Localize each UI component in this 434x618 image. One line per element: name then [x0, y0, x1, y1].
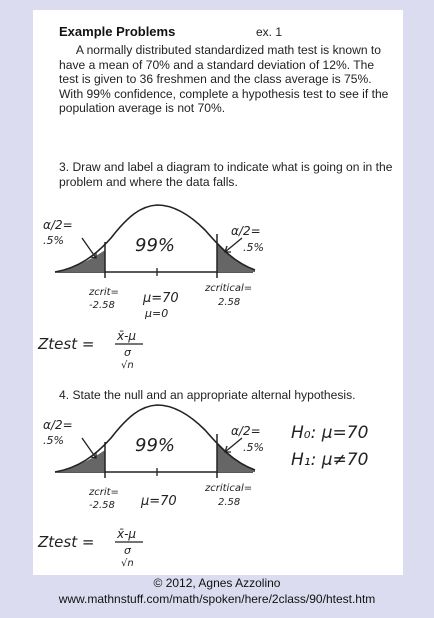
left-tail-shade	[55, 450, 105, 472]
alpha-left-label: α/2=	[43, 418, 73, 432]
mean-value-label: μ=70	[143, 291, 179, 306]
null-hypothesis: H₀: μ=70	[291, 423, 369, 443]
ztest-denominator-root: √n	[121, 360, 134, 371]
mean-value-label: μ=70	[141, 494, 177, 509]
confidence-label: 99%	[135, 235, 176, 256]
ztest-numerator: x̄-μ	[117, 527, 137, 541]
step-4-instruction: 4. State the null and an appropriate alternal hypothesis.	[59, 388, 356, 402]
ztest-denominator-root: √n	[121, 558, 134, 569]
alpha-right-label: α/2=	[231, 224, 261, 238]
zcrit-left-value: -2.58	[89, 300, 115, 311]
worksheet-page	[33, 10, 403, 575]
zcrit-right-label: zcritical=	[205, 283, 253, 294]
zcrit-left-label: zcrit=	[89, 487, 119, 498]
zcrit-right-value: 2.58	[218, 497, 241, 508]
ztest-lhs: Ztest =	[38, 335, 95, 353]
ztest-numerator: x̄-μ	[117, 329, 137, 343]
zcrit-left-value: -2.58	[89, 500, 115, 511]
ztest-denominator: σ	[124, 346, 131, 359]
zcrit-right-label: zcritical=	[205, 483, 253, 494]
zcrit-left-label: zcrit=	[89, 287, 119, 298]
mean-z-label: μ=0	[145, 307, 169, 320]
alpha-right-label: α/2=	[231, 424, 261, 438]
left-alpha-arrow	[82, 438, 96, 458]
step-3-instruction: 3. Draw and label a diagram to indicate what is going on in the problem and where the data falls.	[59, 160, 393, 189]
problem-body: A normally distributed standardized math test is known to have a mean of 70% and a standard deviation of 12%. The test is given to 36 freshmen and the class average is 75%. With 99% confidence, complete a hypothesis test to see if the population average is not 70%.	[59, 43, 389, 116]
source-url[interactable]: www.mathnstuff.com/math/spoken/here/2class/90/htest.htm	[58, 592, 376, 606]
example-label: ex. 1	[256, 25, 283, 39]
alpha-right-value: .5%	[243, 441, 264, 454]
confidence-label: 99%	[135, 435, 176, 456]
alpha-left-value: .5%	[43, 434, 64, 447]
alpha-left-value: .5%	[43, 234, 64, 247]
alpha-left-label: α/2=	[43, 218, 73, 232]
alpha-right-value: .5%	[243, 241, 264, 254]
page-title: Example Problems	[59, 24, 176, 39]
copyright-line: © 2012, Agnes Azzolino	[153, 576, 281, 590]
ztest-lhs: Ztest =	[38, 533, 95, 551]
zcrit-right-value: 2.58	[218, 297, 241, 308]
diagram-2	[33, 10, 403, 575]
alternate-hypothesis: H₁: μ≠70	[291, 450, 369, 470]
right-alpha-arrow	[225, 438, 242, 452]
ztest-denominator: σ	[124, 544, 131, 557]
